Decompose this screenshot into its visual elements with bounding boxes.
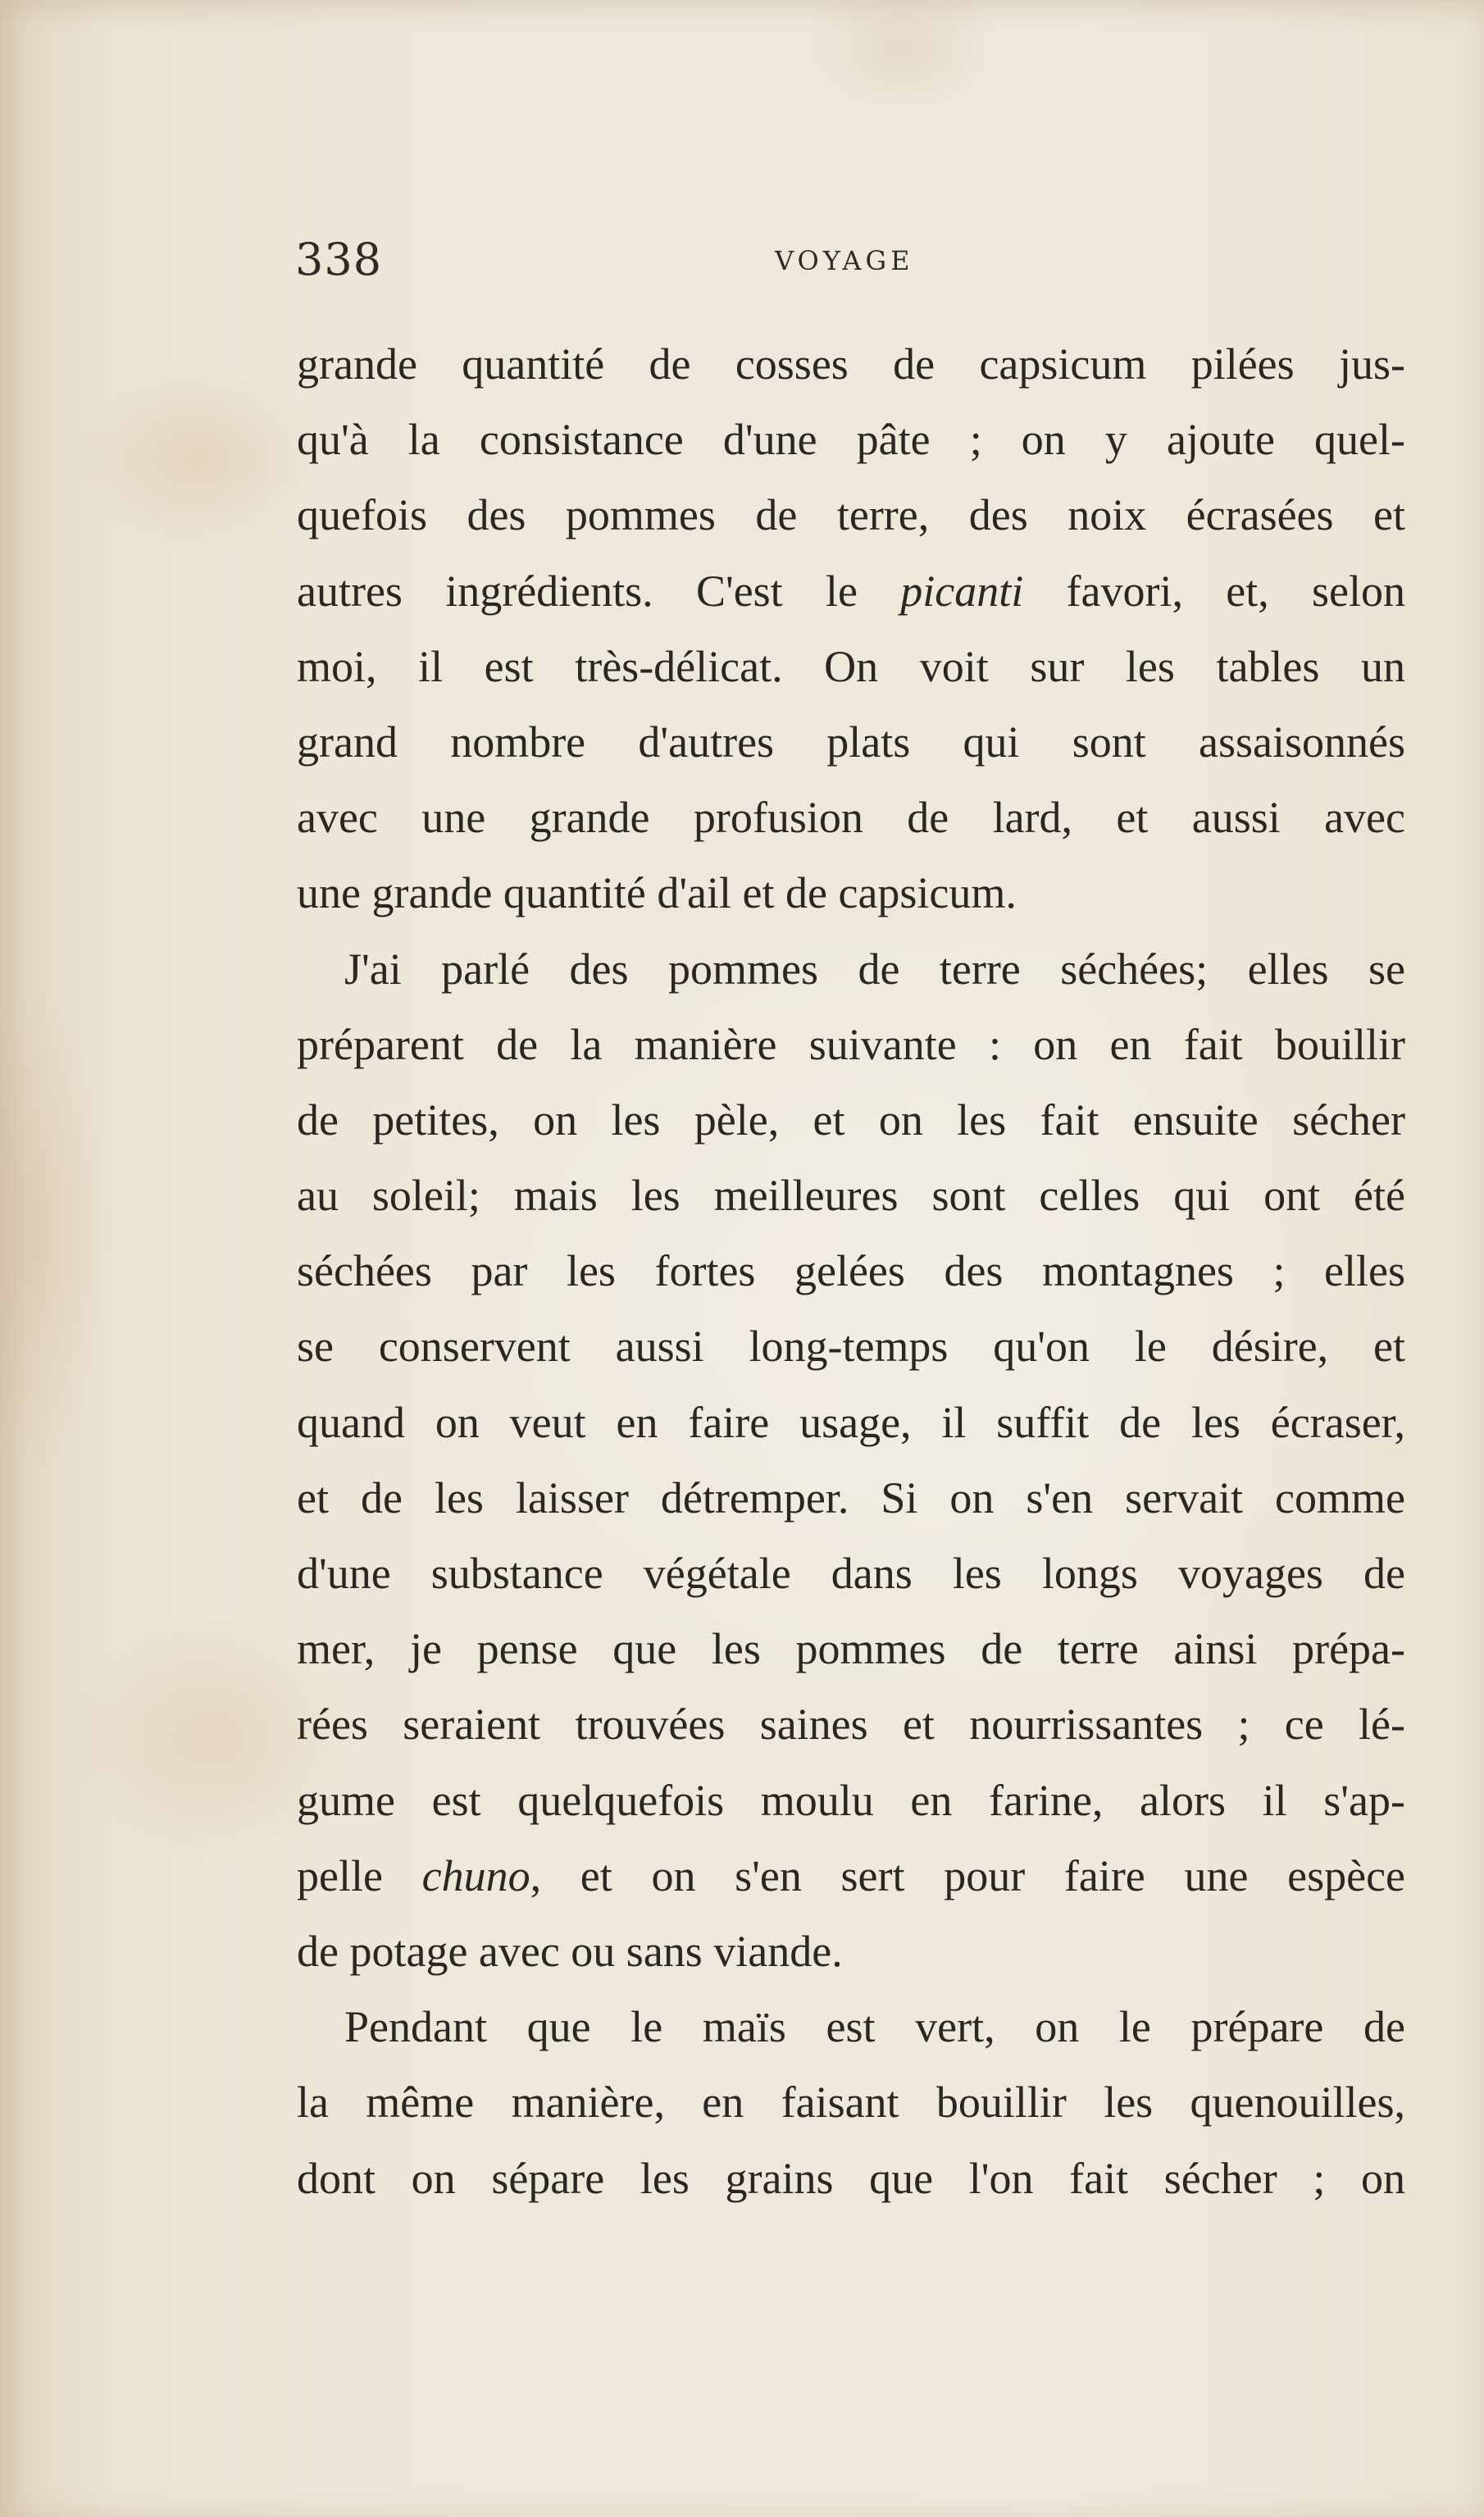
text-line: moi, il est très-délicat. On voit sur les tables un bbox=[297, 641, 1405, 691]
text-line: quefois des pommes de terre, des noix écrasées et bbox=[297, 490, 1405, 540]
text-line: de petites, on les pèle, et on les fait ensuite sécher bbox=[297, 1095, 1405, 1145]
text-line: J'ai parlé des pommes de terre séchées; elles se bbox=[344, 944, 1405, 994]
text-line: une grande quantité d'ail et de capsicum. bbox=[297, 868, 1017, 918]
text-line: dont on sépare les grains que l'on fait sécher ; on bbox=[297, 2153, 1405, 2203]
text-line: rées seraient trouvées saines et nourrissantes ; ce lé- bbox=[297, 1700, 1405, 1750]
text-line bbox=[297, 553, 1405, 629]
text-line: séchées par les fortes gelées des montagnes ; elles bbox=[297, 1246, 1405, 1296]
text-line: se conservent aussi long-temps qu'on le désire, et bbox=[297, 1322, 1405, 1372]
text-line: gume est quelquefois moulu en farine, alors il s'ap- bbox=[297, 1775, 1405, 1825]
text-line: au soleil; mais les meilleures sont celles qui ont été bbox=[297, 1171, 1405, 1221]
text-segment: pelle bbox=[297, 1850, 422, 1900]
text-line: mer, je pense que les pommes de terre ainsi prépa- bbox=[297, 1624, 1405, 1674]
text-line: avec une grande profusion de lard, et aussi avec bbox=[297, 793, 1405, 843]
text-line: et de les laisser détremper. Si on s'en servait comme bbox=[297, 1472, 1405, 1522]
page-number: 338 bbox=[295, 234, 383, 285]
text-line: grande quantité de cosses de capsicum pilées jus- bbox=[297, 339, 1405, 389]
text-segment: autres ingrédients. C'est le bbox=[297, 566, 901, 616]
text-line: qu'à la consistance d'une pâte ; on y ajoute quel- bbox=[297, 415, 1405, 465]
text-segment: , et on s'en sert pour faire une espèce bbox=[530, 1850, 1405, 1900]
text-line: de potage avec ou sans viande. bbox=[297, 1926, 843, 1976]
body-text bbox=[297, 326, 1405, 2216]
text-segment: favori, et, selon bbox=[1023, 566, 1405, 616]
text-line: d'une substance végétale dans les longs voyages de bbox=[297, 1549, 1405, 1598]
text-line: grand nombre d'autres plats qui sont assaisonnés bbox=[297, 717, 1405, 767]
italic-term: picanti bbox=[900, 566, 1024, 616]
text-line: quand on veut en faire usage, il suffit de les écraser, bbox=[297, 1397, 1405, 1447]
text-line: préparent de la manière suivante : on en fait bouillir bbox=[297, 1019, 1405, 1069]
running-head bbox=[295, 231, 1402, 289]
text-line: Pendant que le maïs est vert, on le prépare de bbox=[344, 2002, 1405, 2052]
text-line: la même manière, en faisant bouillir les quenouilles, bbox=[297, 2078, 1405, 2128]
text-line bbox=[297, 1838, 1405, 1914]
running-title: VOYAGE bbox=[775, 245, 914, 276]
italic-term: chuno bbox=[421, 1850, 530, 1900]
